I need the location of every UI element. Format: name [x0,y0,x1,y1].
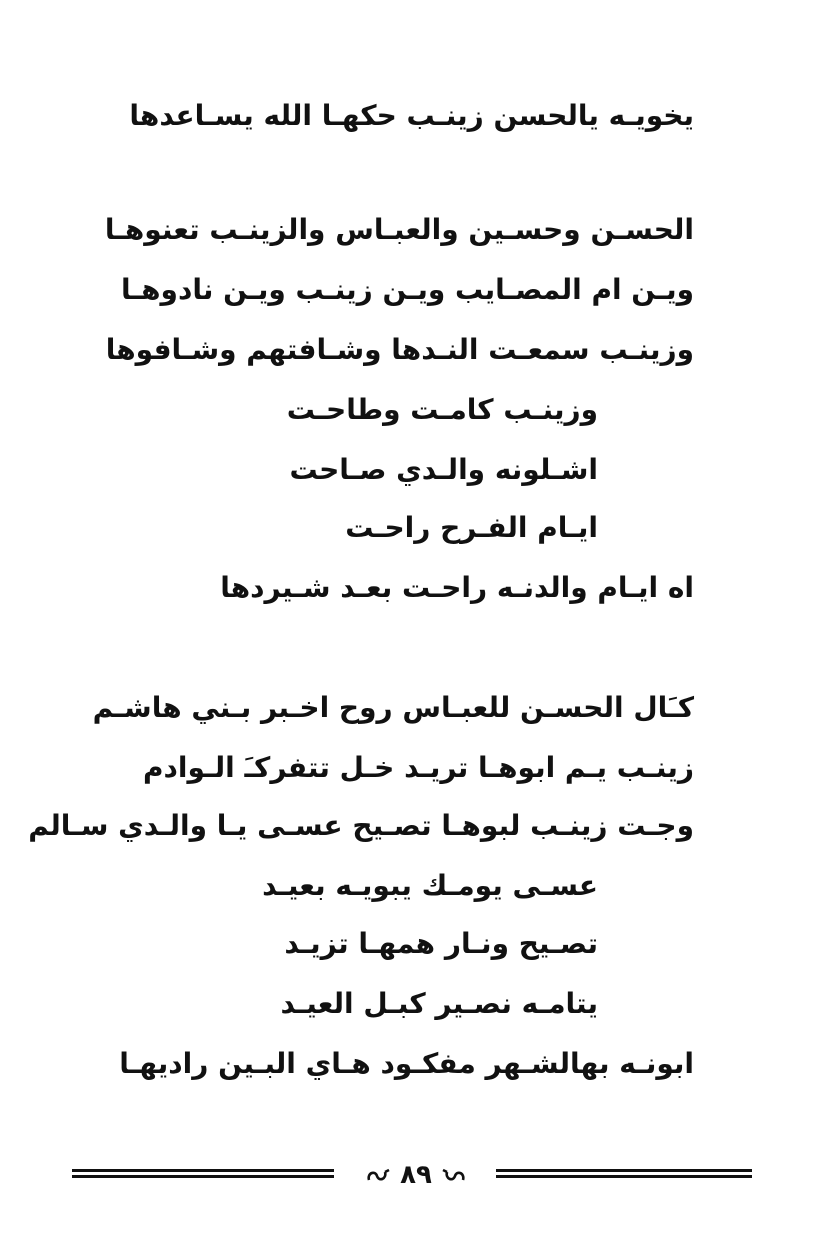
verse-line: يخويـه يالحسن زينـب حكهـا الله يسـاعدها [129,99,694,132]
verse-line: اشـلونه والـدي صـاحت [289,453,598,486]
ornament-left-icon [365,1167,391,1185]
page-number: ٨٩ [400,1160,432,1190]
page-footer [72,1160,752,1190]
verse-line: وزينـب كامـت وطاحـت [286,393,598,426]
footer-rule-right [496,1169,752,1178]
verse-line: ابونـه بهالشـهر مفكـود هـاي البـين راديهـا [119,1047,694,1080]
verse-line: ويـن ام المصـايب ويـن زينـب ويـن نادوهـا [121,273,694,306]
verse-line: ايـام الفـرح راحـت [345,511,598,544]
verse-line: الحسـن وحسـين والعبـاس والزينـب تعنوهـا [104,213,694,246]
footer-rule-left [72,1169,334,1178]
verse-line: زينـب يـم ابوهـا تريـد خـل تتفركـَ الـوادم [143,751,694,784]
verse-line: وجـت زينـب لبوهـا تصـيح عسـى يـا والـدي سـالم [28,809,694,842]
verse-line: يتامـه نصـير كبـل العيـد [280,987,598,1020]
verse-line: تصـيح ونـار همهـا تزيـد [284,927,598,960]
verse-line: وزينـب سمعـت النـدها وشـافتهم وشـافوها [105,333,694,366]
verse-line: عسـى يومـك يبويـه بعيـد [262,869,598,902]
page-number-group [354,1160,478,1190]
verse-line: كـَال الحسـن للعبـاس روح اخـبر بـني هاشـم [92,691,694,724]
ornament-right-icon [441,1167,467,1185]
verse-line: اه ايـام والدنـه راحـت بعـد شـيردها [220,571,694,604]
